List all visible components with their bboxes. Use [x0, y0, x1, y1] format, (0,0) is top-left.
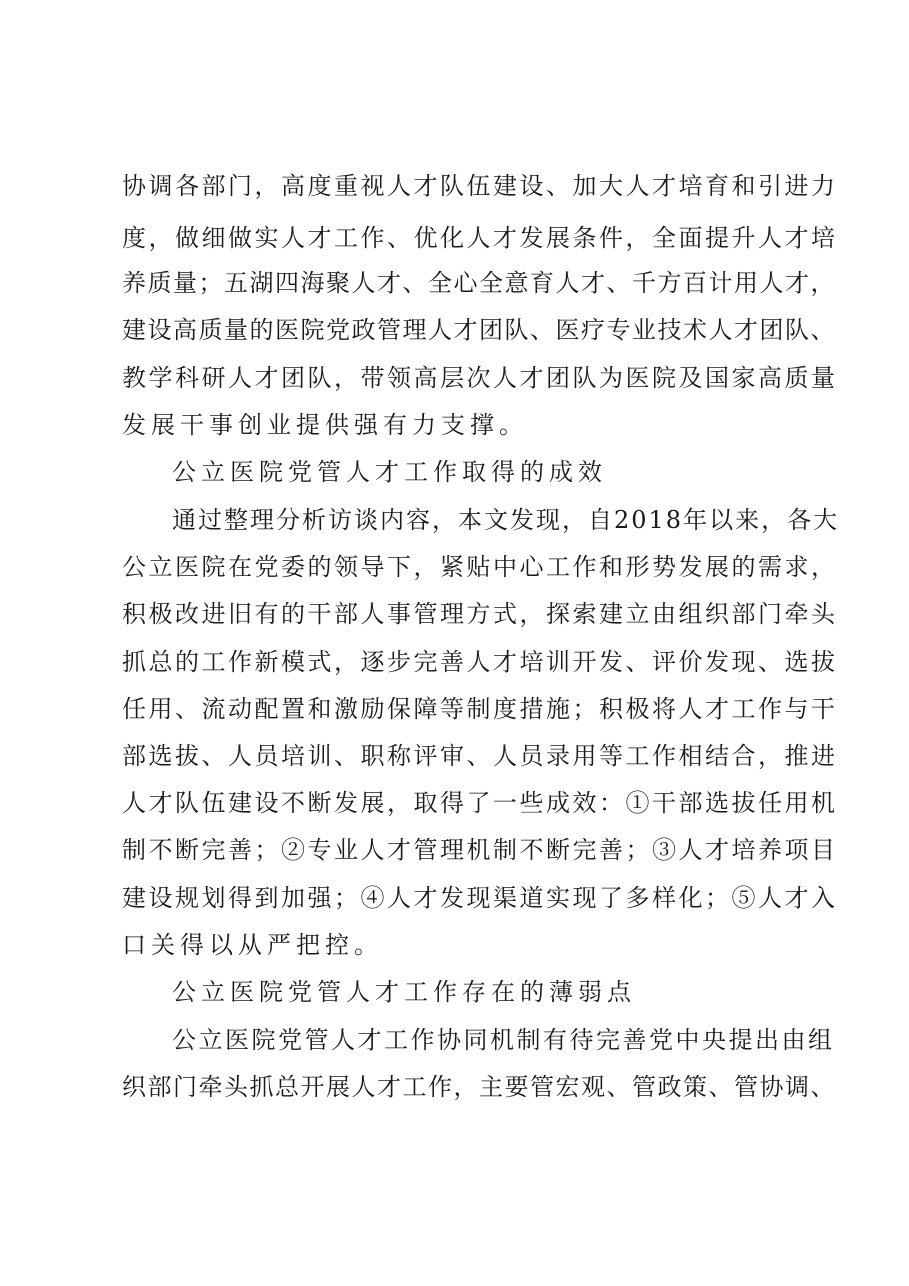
paragraph-line: 部选拔、人员培训、职称评审、人员录用等工作相结合，推进 — [122, 742, 838, 770]
paragraph-line: 教学科研人才团队，带领高层次人才团队为医院及国家高质量 — [122, 364, 838, 392]
paragraph-line: 公立医院在党委的领导下，紧贴中心工作和形势发展的需求， — [122, 553, 838, 581]
paragraph-line: 通过整理分析访谈内容，本文发现，自2018年以来，各大 — [172, 506, 840, 534]
paragraph-line: 建设高质量的医院党政管理人才团队、医疗专业技术人才团队、 — [122, 316, 836, 344]
paragraph-line: 口关得以从严把控。 — [122, 931, 383, 959]
paragraph-line: 制不断完善；②专业人才管理机制不断完善；③人才培养项目 — [122, 836, 838, 864]
section-heading: 公立医院党管人才工作存在的薄弱点 — [172, 978, 636, 1006]
paragraph-line: 抓总的工作新模式，逐步完善人才培训开发、评价发现、选拔 — [122, 648, 838, 676]
paragraph-line: 人才队伍建设不断发展，取得了一些成效：①干部选拔任用机 — [122, 789, 838, 817]
paragraph-line: 建设规划得到加强；④人才发现渠道实现了多样化；⑤人才入 — [122, 884, 838, 912]
paragraph-line: 积极改进旧有的干部人事管理方式，探索建立由组织部门牵头 — [122, 600, 838, 628]
paragraph-line: 养质量；五湖四海聚人才、全心全意育人才、千方百计用人才， — [122, 269, 836, 297]
paragraph-line: 发展干事创业提供强有力支撑。 — [122, 411, 528, 439]
paragraph-line: 织部门牵头抓总开展人才工作，主要管宏观、管政策、管协调、 — [122, 1073, 836, 1101]
paragraph-line: 任用、流动配置和激励保障等制度措施；积极将人才工作与干 — [122, 695, 838, 723]
section-heading: 公立医院党管人才工作取得的成效 — [172, 458, 607, 486]
paragraph-line: 协调各部门，高度重视人才队伍建设、加大人才培育和引进力 — [122, 172, 838, 200]
paragraph-line: 度，做细做实人才工作、优化人才发展条件，全面提升人才培 — [122, 224, 838, 252]
paragraph-line: 公立医院党管人才工作协同机制有待完善党中央提出由组 — [172, 1026, 835, 1054]
